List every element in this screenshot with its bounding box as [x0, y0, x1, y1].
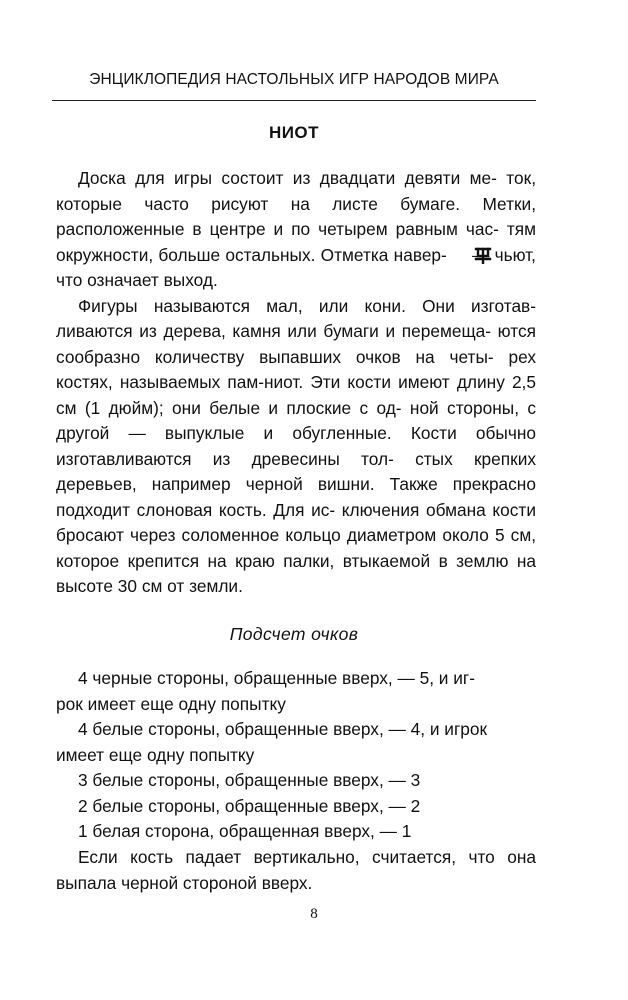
text-line: ной стороны, с другой — выпуклые и обугленные. — [56, 397, 537, 443]
text-line: имеет еще одну попытку — [56, 744, 255, 765]
text-line: выпала черной стороной вверх. — [56, 872, 313, 893]
text-line: расположенные в центре и по четырем равным час- — [56, 219, 499, 239]
text-line: 4 черные стороны, обращенные вверх, — 5, и иг- — [78, 668, 475, 688]
section-heading: НИОТ — [268, 123, 320, 142]
main-text — [56, 166, 536, 600]
text-line: стых крепких деревьев, например черной вишни. — [56, 448, 536, 494]
paragraph-vertical — [56, 845, 536, 896]
text-line: длину 2,5 см (1 дюйм); они белые и плоские с од- — [56, 372, 536, 418]
paragraph-board — [56, 166, 536, 294]
text-line: ливаются из дерева, камня или бумаги и перемеща- — [56, 321, 492, 341]
running-head: ЭНЦИКЛОПЕДИЯ НАСТОЛЬНЫХ ИГР НАРОДОВ МИРА — [89, 71, 499, 88]
text-line: кольцо диаметром около 5 см, которое крепится на — [56, 525, 537, 571]
text-line: Фигуры называются мал, или кони. Они изготав- — [78, 295, 536, 316]
text-line: 1 белая сторона, обращенная вверх, — 1 — [78, 821, 412, 841]
page-number: 8 — [310, 906, 318, 922]
chut-mark-icon — [452, 246, 470, 264]
score-item — [56, 717, 536, 768]
text-line: 2 белые стороны, обращенные вверх, — 2 — [78, 795, 421, 816]
text-line: ключения обмана кости бросают через соломенное — [56, 499, 536, 545]
text-line: — чьют, что означает выход. — [56, 244, 536, 290]
text-line: 4 белые стороны, обращенные вверх, — 4, и игрок — [78, 719, 488, 739]
score-item — [56, 666, 536, 717]
text-line: 3 белые стороны, обращенные вверх, — 3 — [78, 770, 421, 790]
score-list — [56, 666, 536, 845]
header-rule — [52, 100, 536, 101]
text-line: рок имеет еще одну попытку — [56, 693, 286, 714]
text-line: Кости обычно изготавливаются из древесины тол- — [56, 423, 536, 469]
subheading: Подсчет очков — [229, 624, 359, 644]
score-item — [56, 794, 536, 820]
text-line: ются сообразно количеству выпавших очков на четы- — [56, 321, 536, 367]
text-line: Если кость падает вертикально, считается, что она — [78, 847, 536, 867]
score-item — [56, 768, 536, 794]
text-line: Доска для игры состоит из двадцати девяти ме- — [78, 168, 497, 188]
text-line: Также прекрасно подходит слоновая кость. Для ис- — [56, 474, 536, 520]
text-line: земли. — [189, 576, 243, 596]
text-line: краю палки, втыкаемой в землю на высоте 30 см от — [56, 550, 536, 596]
closing-text — [56, 845, 536, 896]
text-line: тям окружности, больше остальных. Отметка навер- — [56, 219, 536, 265]
paragraph-pieces — [56, 294, 536, 600]
text-line: рех костях, называемых пам-ниот. Эти кости имеют — [56, 346, 536, 392]
score-item — [56, 819, 536, 845]
text-line: ток, которые часто рисуют на листе бумаге. Метки, — [56, 168, 536, 214]
